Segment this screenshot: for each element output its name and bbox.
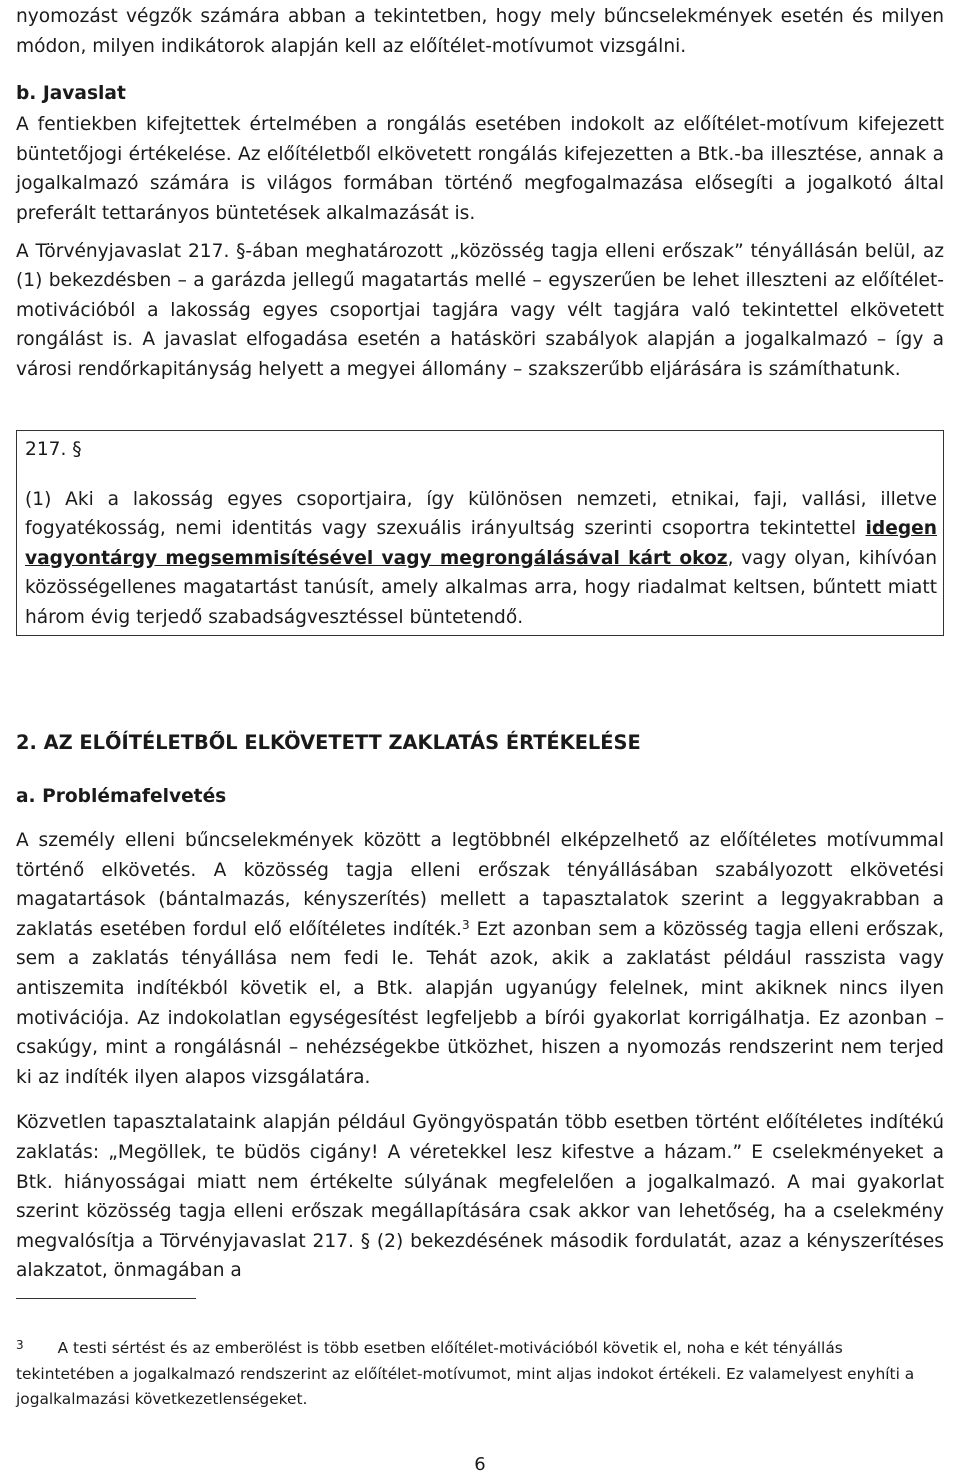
statute-text-before: (1) Aki a lakosság egyes csoportjaira, így különösen nemzeti, etnikai, faji, vallási, illetve fogyatékosság, nemi identitás vagy szexuális irányultság szerinti csoportra tekintettel: [25, 488, 937, 540]
proposal-paragraph-1: A fentiekben kifejtettek értelmében a rongálás esetében indokolt az előítélet-motívum kifejezett büntetőjogi értékelése. Az előítéletből elkövetett rongálás kifejezetten a Btk.-ba illesztése, annak a jogalkalmazó számára is világos formában történő megfogalmazása elősegíti a jogalkotó által preferált tettarányos büntetések alkalmazását is.: [16, 114, 944, 224]
proposal-heading: b. Javaslat: [16, 83, 126, 105]
proposal-paragraph-2: A Törvényjavaslat 217. §-ában meghatározott „közösség tagja elleni erőszak” tényállásán belül, az (1) bekezdésben – a garázda jellegű magatartás mellé – egyszerűen be lehet illeszteni az előítélet-motivációból a lakosság egyes csoportjai tagjára vagy vélt tagjára való tekintettel elkövetett rongálást is. A javaslat elfogadása esetén a hatásköri szabályok alapján a jogalkalmazó – így a városi rendőrkapitányság helyett a megyei állomány – szakszerűbb eljárására is számíthatunk.: [16, 240, 944, 380]
footnote: [16, 1336, 944, 1412]
footnote-text: A testi sértést és az emberölést is több esetben előítélet-motivációból követik el, noha e két tényállás tekintetében a jogalkalmazó rendszerint az előítélet-motívumot, mint aljas indokot értékeli. Ez valamelyest enyhíti a jogalkalmazási következetlenségeket.: [16, 1339, 915, 1408]
footnote-reference[interactable]: 3: [461, 917, 470, 932]
statute-number: 217. §: [25, 439, 82, 460]
section-2-paragraph-1-continued: Ezt azonban sem a közösség tagja elleni erőszak, sem a zaklatás tényállása nem fedi le. Tehát azok, akik a zaklatást például rasszista vagy antiszemita indítékból követik el, a Btk. alapján ugyanúgy felelnek, mint akiknek nincs ilyen motivációja. Az indokolatlan egységesítést legfeljebb a bírói gyakorlat korrigálhatja. Ez azonban – csakúgy, mint a rongálásnál – nehézségekbe ütközhet, hiszen a nyomozás rendszerint nem terjed ki az indíték ilyen alapos vizsgálatára.: [16, 918, 945, 1088]
page-number: 6: [474, 1454, 486, 1475]
footnote-divider: [16, 1298, 196, 1299]
section-2-paragraph-1-text: A személy elleni bűncselekmények között a legtöbbnél elképzelhető az előítéletes motívummal történő elkövetés. A közösség tagja elleni erőszak tényállásában szabályozott elkövetési magatartások (bántalmazás, kényszerítés) mellett a tapasztalatok szerint a leggyakrabban a zaklatás esetében fordul elő előítéletes indíték.: [16, 830, 944, 940]
document-page: [16, 0, 945, 1408]
intro-paragraph: nyomozást végzők számára abban a tekintetben, hogy mely bűncselekmények esetén és milyen módon, milyen indikátorok alapján kell az előítélet-motívumot vizsgálni.: [16, 6, 944, 57]
statute-box: [16, 430, 944, 636]
statute-text-emphasis: idegen vagyontárgy megsemmisítésével vagy megrongálásával kárt okoz: [25, 518, 937, 569]
statute-text-after: , vagy olyan, kihívóan közösségellenes magatartást tanúsít, amely alkalmas arra, hogy riadalmat keltsen, bűntett miatt három évig terjedő szabadságvesztéssel büntetendő.: [25, 547, 937, 628]
section-2-subheading: a. Problémafelvetés: [16, 786, 227, 807]
section-2: [16, 728, 944, 1286]
section-2-heading: 2. AZ ELŐÍTÉLETBŐL ELKÖVETETT ZAKLATÁS ÉRTÉKELÉSE: [16, 731, 641, 754]
section-2-paragraph-1: [16, 826, 944, 1092]
footnote-number: 3: [16, 1338, 24, 1352]
section-2-paragraph-2: Közvetlen tapasztalataink alapján például Gyöngyöspatán több esetben történt előítéletes indítékú zaklatás: „Megöllek, te büdös cigány! A véretekkel lesz kifestve a házam.” E cselekményeket a Btk. hiányosságai miatt nem értékelte súlyának megfelelően a jogalkalmazó. A mai gyakorlat szerint közösség tagja elleni erőszak megállapítására csak akkor van lehetőség, ha a cselekmény megvalósítja a Törvényjavaslat 217. § (2) bekezdésének második fordulatát, azaz a kényszerítéses alakzatot, önmagában a: [16, 1112, 944, 1282]
statute-text: [25, 485, 937, 633]
